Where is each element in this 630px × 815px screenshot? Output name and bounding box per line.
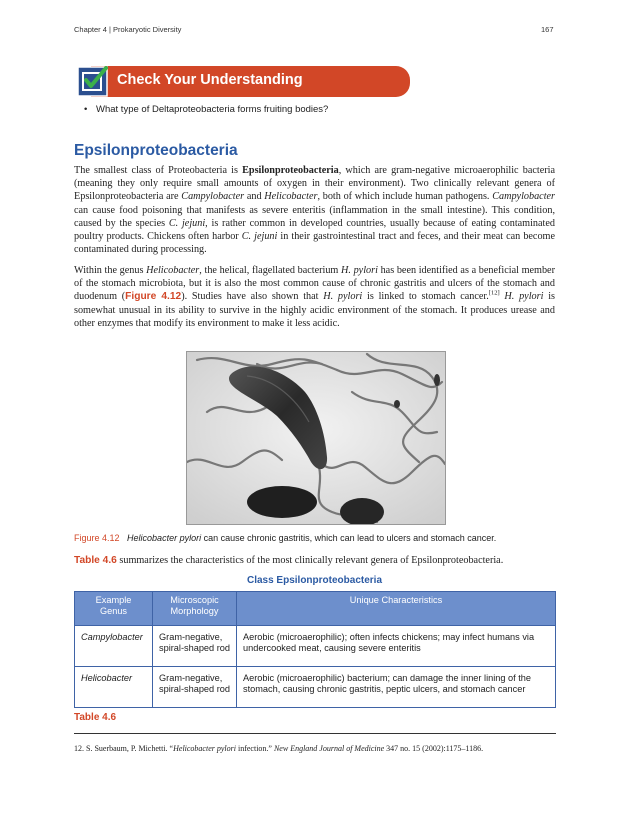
footnote-divider — [74, 733, 556, 734]
epsilon-table — [74, 591, 556, 708]
table-intro-sentence: Table 4.6 summarizes the characteristics of the most clinically relevant genera of Epsilonproteobacteria. — [74, 555, 504, 566]
review-question: • What type of Deltaproteobacteria forms fruiting bodies? — [96, 104, 328, 115]
figure-caption: Figure 4.12 Helicobacter pylori can cause chronic gastritis, which can lead to ulcers and stomach cancer. — [74, 533, 497, 543]
table-link[interactable]: Table 4.6 — [74, 555, 117, 566]
characteristics-cell: Aerobic (microaerophilic); often infects chickens; may infect humans via undercooked meat, causing severe enteritis — [237, 626, 556, 667]
running-header-chapter: Chapter 4 | Prokaryotic Diversity — [74, 25, 182, 34]
checkbox-check-icon — [77, 66, 108, 97]
col-header-characteristics: Unique Characteristics — [237, 592, 556, 626]
col-header-genus: Example Genus — [75, 592, 153, 626]
figure-link[interactable]: Figure 4.12 — [125, 291, 182, 303]
banner-title: Check Your Understanding — [117, 72, 303, 88]
table-title: Class Epsilonproteobacteria — [246, 575, 383, 586]
genus-cell: Helicobacter — [75, 667, 153, 708]
morphology-cell: Gram-negative, spiral-shaped rod — [153, 667, 237, 708]
table-row — [75, 626, 556, 667]
footnote-ref[interactable]: [12] — [488, 290, 500, 298]
footnote: 12. S. Suerbaum, P. Michetti. “Helicobacter pylori infection.” New England Journal of Medicine 347 no. 15 (2002):1175–1186. — [74, 744, 484, 753]
characteristics-cell: Aerobic (microaerophilic) bacterium; can damage the inner lining of the stomach, causing chronic gastritis, peptic ulcers, and stomach cancer — [237, 667, 556, 708]
page-number: 167 — [541, 25, 554, 34]
check-understanding-banner — [77, 66, 410, 97]
figure-label: Figure 4.12 — [74, 533, 120, 543]
table-header-row — [75, 592, 556, 626]
paragraph-helicobacter: Within the genus Helicobacter, the helical, flagellated bacterium H. pylori has been identified as a beneficial member of the stomach microbiota, but it is also the most common cause of chronic gastritis and ulcers of the stomach and duodenum (Figure 4.12). Studies have also shown that H. pylori is linked to stomach cancer.[12] H. pylori is somewhat unusual in its ability to survive in the highly acidic environment of the stomach. It produces urease and other enzymes that modify its environment to make it less acidic. — [74, 265, 555, 329]
table-row — [75, 667, 556, 708]
table-label: Table 4.6 — [74, 712, 117, 723]
morphology-cell: Gram-negative, spiral-shaped rod — [153, 626, 237, 667]
helicobacter-micrograph — [186, 351, 446, 525]
genus-cell: Campylobacter — [75, 626, 153, 667]
col-header-morphology: Microscopic Morphology — [153, 592, 237, 626]
section-heading: Epsilonproteobacteria — [74, 142, 238, 159]
paragraph-epsilon-intro: The smallest class of Proteobacteria is Epsilonproteobacteria, which are gram-negative microaerophilic bacteria (meaning they only require small amounts of oxygen in their environment). Two clinically relevant genera of Epsilonproteobacteria are Campylobacter and Helicobacter, both of which include human pathogens. Campylobacter can cause food poisoning that manifests as severe enteritis (inflammation in the small intestine). This condition, caused by the species C. jejuni, is rather common in developed countries, usually because of eating contaminated poultry products. Chickens often harbor C. jejuni in their gastrointestinal tract and feces, and their meat can become contaminated during processing. — [74, 165, 556, 256]
